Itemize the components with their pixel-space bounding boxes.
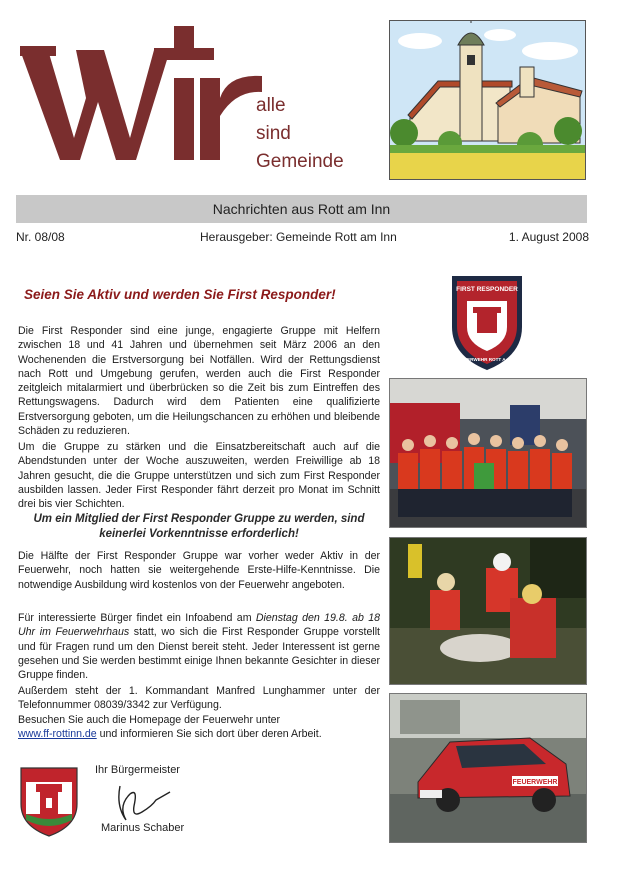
info-evening-details: statt, wo sich die First Responder Gruppe vorstellt und für Fragen rund um den Dienst bereit steht. Jeder Interessent ist gerne gesehen und Sie werden bestimmt einige Ihnen bekannte Gesichter in dieser Gruppe finden. [18,626,380,682]
mayor-signature [108,776,178,824]
info-evening-date: Dienstag den 19.8. ab 18 Uhr im Feuerwehrhaus [18,612,381,639]
contact-text: Außerdem steht der 1. Kommandant Manfred Lunghammer unter der Telefonnummer 08039/3342 zur Verfügung. [18,685,380,712]
newsletter-title-band [16,195,587,223]
group-photo [389,378,587,528]
badge-top-text: FIRST RESPONDER [456,286,518,293]
homepage-text: Besuchen Sie auch die Homepage der Feuerwehr unter [18,713,281,726]
first-responder-badge [447,271,527,371]
fire-department-car-photo [389,693,587,843]
church-illustration [389,20,586,180]
paragraph-info-evening [18,611,380,682]
homepage-link[interactable]: www.ff-rottinn.de [18,727,97,740]
paragraph-intro: Die First Responder sind eine junge, engagierte Gruppe mit Helfern zwischen 18 und 41 Jahren und übernehmen seit März 2006 an den Wochenenden die Erstversorgung bei Notfällen. Wird der Rettungsdienst nach Rott und Umgebung gerufen, werden auch die First Responder zeitgleich mitalarmiert und überbrücken so die Zeit bis zum Eintreffen des Rettungswagens. Dadurch wird dem Patienten eine qualifizierte Erstversorgung geboten, um die Heilungschancen zu erhöhen und bleibende Schäden zu reduzieren. [18,325,380,438]
logo-tagline-alle: alle [256,95,286,116]
rescue-exercise-photo [389,537,587,685]
badge-bottom-text: FEUERWEHR ROTT A. INN [457,357,517,362]
mayor-title: Ihr Bürgermeister [95,764,180,776]
homepage-post-text: und informieren Sie sich dort über deren Arbeit. [96,727,322,740]
newsletter-title: Nachrichten aus Rott am Inn [212,201,391,217]
issue-date: 1. August 2008 [508,230,589,244]
wir-logo [14,20,264,170]
mayor-name: Marinus Schaber [101,822,185,834]
issue-info-row [16,230,589,246]
info-evening-intro: Für interessierte Bürger findet ein Infoabend am [18,612,256,624]
paragraph-recruitment: Um die Gruppe zu stärken und die Einsatzbereitschaft auch auf die Abendstunden unter der Woche auszuweiten, werden Freiwillige ab 18 Jahren gesucht, die die Gruppe unterstützen und sich zum First Responder ausbilden lassen. Jeder First Responder fährt derzeit pro Monat im Schnitt drei bis vier Schichten. [18,441,380,511]
article-headline: Seien Sie Aktiv und werden Sie First Responder! [24,287,336,302]
article-subheadline: Um ein Mitglied der First Responder Gruppe zu werden, sind keinerlei Vorkenntnisse erforderlich! [33,513,365,540]
paragraph-no-experience: Die Hälfte der First Responder Gruppe war vorher weder Aktiv in der Feuerwehr, noch hatten sie weitergehende Erste-Hilfe-Kenntnisse. Die notwendige Ausbildung wird kostenlos von der Feuerwehr angeboten. [18,550,380,591]
issue-number: Nr. 08/08 [16,230,65,244]
logo-tagline-gemeinde: Gemeinde [256,151,344,172]
paragraph-contact [18,684,380,741]
coat-of-arms [18,764,80,838]
car-door-text: FEUERWEHR [512,779,558,786]
logo-tagline-sind: sind [256,123,291,144]
publisher: Herausgeber: Gemeinde Rott am Inn [200,230,397,244]
